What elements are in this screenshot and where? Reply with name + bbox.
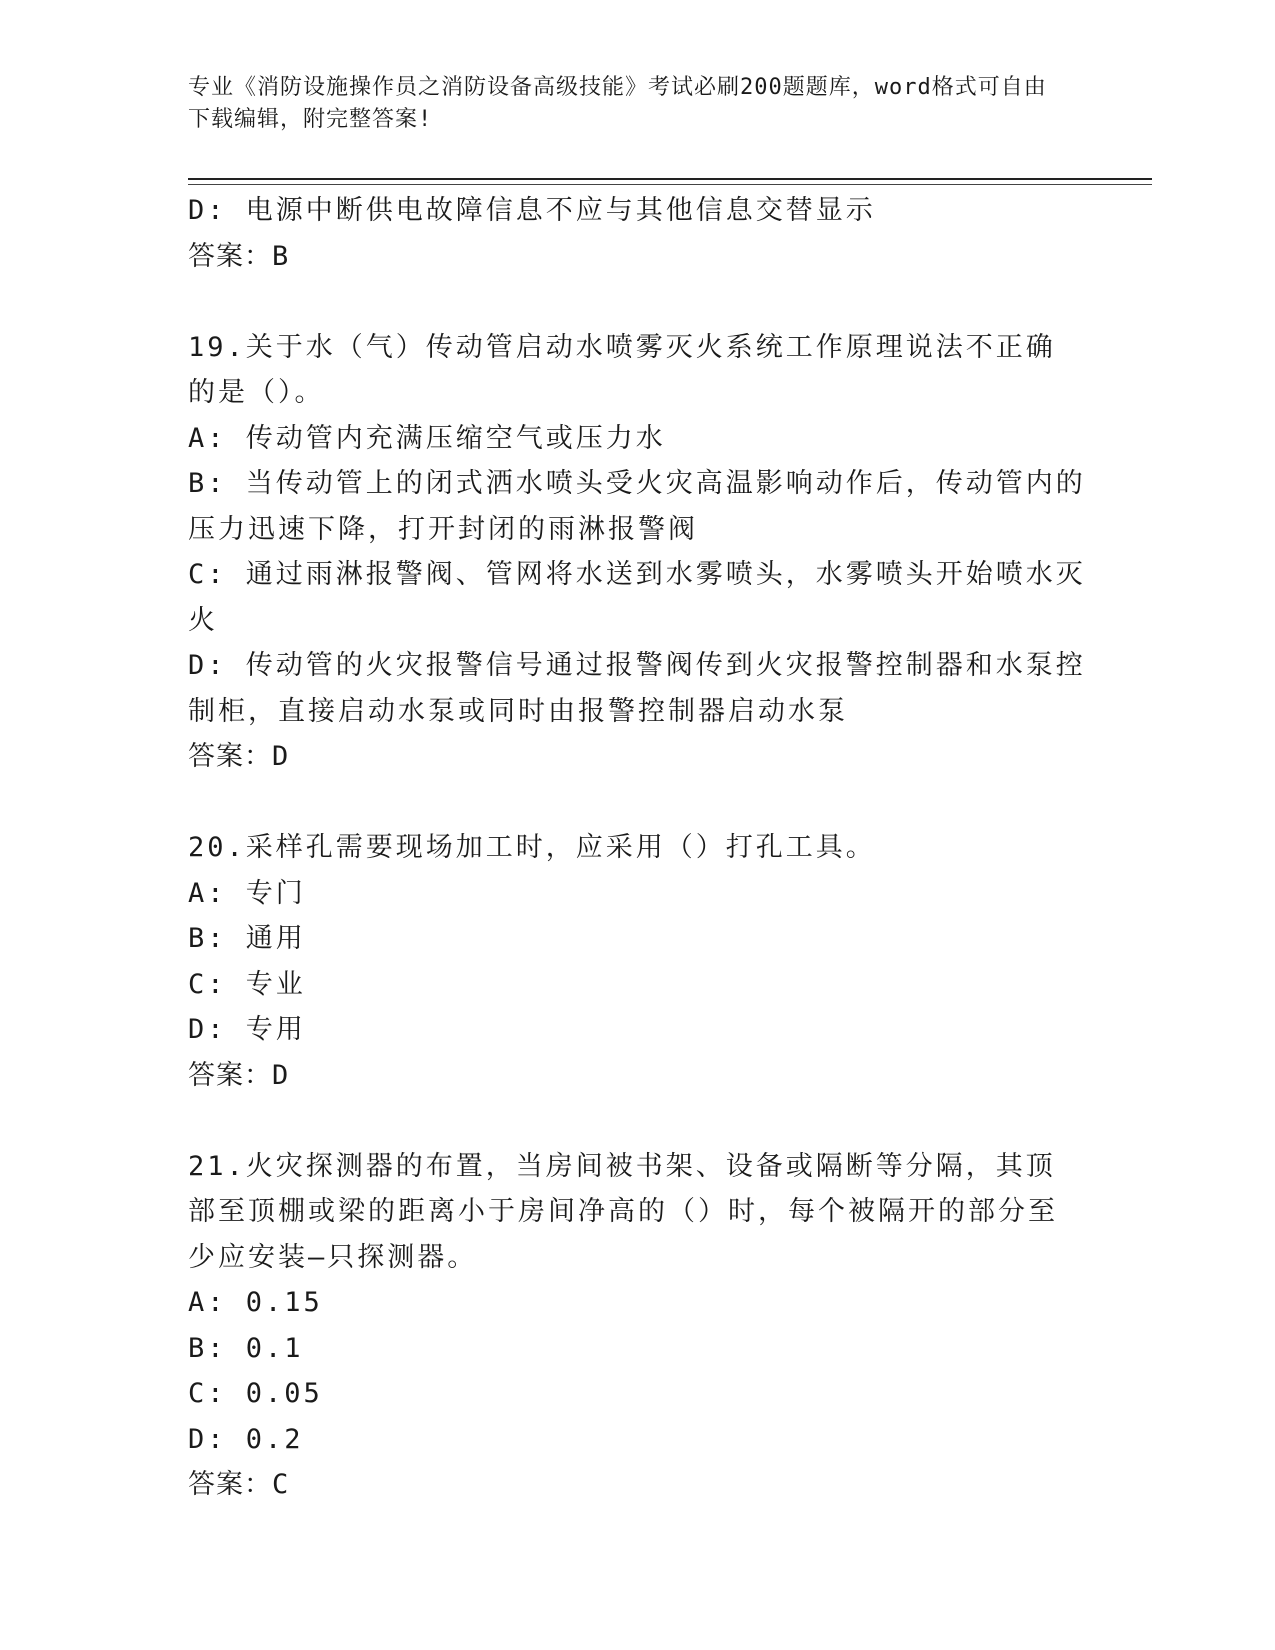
question-list <box>188 188 1088 1508</box>
option-d: D: 电源中断供电故障信息不应与其他信息交替显示 <box>188 195 876 226</box>
option-d: D: 0.2 <box>188 1423 304 1455</box>
answer-label: 答案： <box>188 1059 272 1091</box>
answer-value: B <box>272 240 290 272</box>
header-divider-thick <box>188 178 1152 180</box>
answer-value: C <box>272 1469 290 1500</box>
option-c: C: 专业 <box>188 968 306 1000</box>
answer-label: 答案： <box>188 741 272 772</box>
spacer <box>188 780 1088 826</box>
question-text: 20.采样孔需要现场加工时，应采用（）打孔工具。 <box>188 832 876 863</box>
option-c: C: 0.05 <box>188 1378 323 1409</box>
answer-label: 答案： <box>188 1469 272 1500</box>
option-a: A: 0.15 <box>188 1287 323 1318</box>
option-a: A: 专门 <box>188 877 306 909</box>
document-header: 专业《消防设施操作员之消防设备高级技能》考试必刷200题题库，word格式可自由下载编辑，附完整答案! <box>188 75 1047 132</box>
answer-value: D <box>272 1059 290 1091</box>
option-a: A: 传动管内充满压缩空气或压力水 <box>188 422 666 454</box>
option-b: B: 当传动管上的闭式洒水喷头受火灾高温影响动作后，传动管内的压力迅速下降，打开封闭的雨淋报警阀 <box>188 468 1086 545</box>
question-block-19 <box>188 325 1088 780</box>
question-text: 21.火灾探测器的布置，当房间被书架、设备或隔断等分隔，其顶部至顶棚或梁的距离小于房间净高的（）时，每个被隔开的部分至少应安装—只探测器。 <box>188 1150 1058 1273</box>
question-text: 19.关于水（气）传动管启动水喷雾灭火系统工作原理说法不正确的是（）。 <box>188 331 1056 408</box>
option-b: B: 通用 <box>188 923 306 954</box>
header-divider-thin <box>188 184 1152 185</box>
spacer <box>188 279 1088 325</box>
question-block-prev <box>188 188 1088 279</box>
option-c: C: 通过雨淋报警阀、管网将水送到水雾喷头，水雾喷头开始喷水灭火 <box>188 559 1086 636</box>
question-block-20 <box>188 825 1088 1098</box>
answer-line <box>188 734 1088 780</box>
answer-line <box>188 234 1088 280</box>
option-b: B: 0.1 <box>188 1332 304 1364</box>
option-d: D: 专用 <box>188 1014 306 1045</box>
question-block-21 <box>188 1144 1088 1508</box>
answer-line <box>188 1053 1088 1099</box>
spacer <box>188 1098 1088 1144</box>
answer-label: 答案： <box>188 240 272 272</box>
answer-line <box>188 1462 1088 1508</box>
answer-value: D <box>272 741 290 772</box>
option-d: D: 传动管的火灾报警信号通过报警阀传到火灾报警控制器和水泵控制柜，直接启动水泵或同时由报警控制器启动水泵 <box>188 650 1086 727</box>
